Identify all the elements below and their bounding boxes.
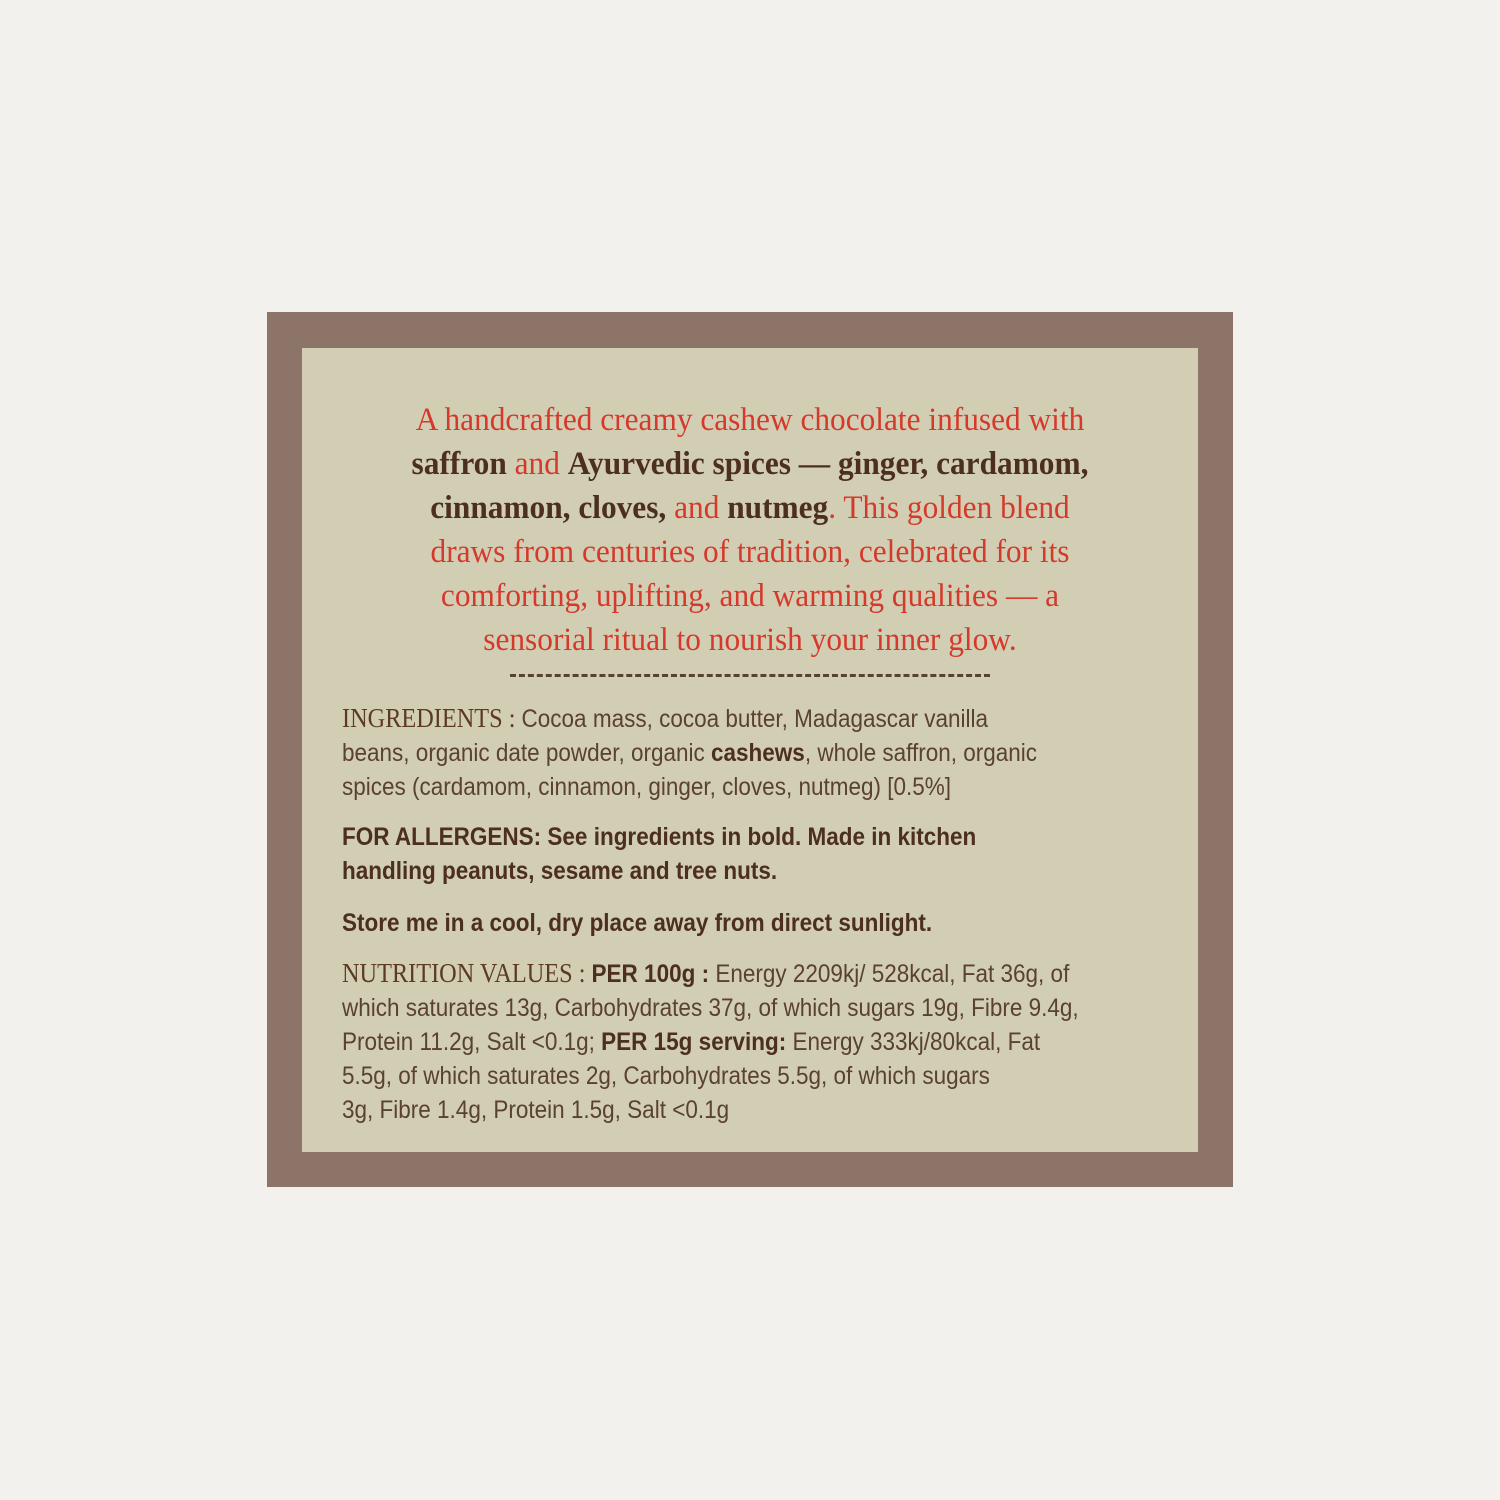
text-segment: saffron: [411, 446, 507, 482]
text-segment: and: [666, 490, 728, 526]
dashed-divider: [510, 674, 990, 677]
text-line: [342, 1059, 1157, 1093]
storage-text: [342, 906, 1157, 940]
text-segment: sensorial ritual to nourish your inner glow.: [483, 622, 1017, 658]
text-segment: NUTRITION VALUES :: [342, 958, 592, 988]
text-segment: A handcrafted creamy cashew chocolate infused with: [415, 402, 1085, 438]
label-panel: [302, 348, 1198, 1152]
text-line: [362, 574, 1137, 618]
text-line: [342, 1093, 1157, 1127]
product-description: [362, 398, 1137, 662]
text-segment: nutmeg: [727, 490, 829, 526]
text-segment: Energy 333kj/80kcal, Fat: [792, 1028, 1041, 1056]
text-line: [342, 991, 1157, 1025]
text-segment: Ayurvedic spices — ginger, cardamom,: [567, 446, 1089, 482]
text-segment: Store me in a cool, dry place away from direct sunlight.: [342, 909, 933, 937]
text-segment: 3g, Fibre 1.4g, Protein 1.5g, Salt <0.1g: [342, 1096, 730, 1124]
text-line: [362, 530, 1137, 574]
text-segment: which saturates 13g, Carbohydrates 37g, of which sugars 19g, Fibre 9.4g,: [342, 994, 1079, 1022]
text-segment: handling peanuts, sesame and tree nuts.: [342, 857, 778, 885]
text-segment: INGREDIENTS :: [342, 703, 522, 733]
label-card: [267, 312, 1233, 1187]
text-line: [362, 442, 1137, 486]
text-segment: cashews: [711, 739, 805, 767]
text-segment: PER 15g serving:: [601, 1028, 793, 1056]
text-line: [342, 701, 1157, 736]
text-segment: Cocoa mass, cocoa butter, Madagascar vanilla: [521, 705, 989, 733]
text-segment: PER 100g :: [591, 960, 716, 988]
text-segment: spices (cardamom, cinnamon, ginger, cloves, nutmeg) [0.5%]: [342, 773, 952, 801]
text-segment: and: [506, 446, 568, 482]
nutrition-text: [342, 956, 1157, 1127]
label-content: [342, 348, 1158, 1127]
allergens-text: [342, 820, 1157, 888]
text-segment: cinnamon, cloves,: [430, 490, 667, 526]
text-segment: comforting, uplifting, and warming qualities — a: [440, 578, 1060, 614]
text-segment: beans, organic date powder, organic: [342, 739, 711, 767]
text-segment: . This golden blend: [828, 490, 1070, 526]
text-line: [342, 770, 1157, 804]
text-line: [342, 1025, 1157, 1059]
text-segment: 5.5g, of which saturates 2g, Carbohydrates 5.5g, of which sugars: [342, 1062, 990, 1090]
text-line: [362, 398, 1137, 442]
text-line: [342, 854, 1157, 888]
text-line: [342, 820, 1157, 854]
text-segment: Energy 2209kj/ 528kcal, Fat 36g, of: [715, 960, 1070, 988]
text-segment: Protein 11.2g, Salt <0.1g;: [342, 1028, 602, 1056]
text-segment: draws from centuries of tradition, celebrated for its: [430, 534, 1070, 570]
text-line: [342, 906, 1157, 940]
text-line: [342, 736, 1157, 770]
text-segment: , whole saffron, organic: [804, 739, 1038, 767]
ingredients-text: [342, 701, 1157, 804]
text-line: [362, 618, 1137, 662]
text-segment: FOR ALLERGENS: See ingredients in bold. Made in kitchen: [342, 823, 977, 851]
text-line: [342, 956, 1157, 991]
text-line: [362, 486, 1137, 530]
